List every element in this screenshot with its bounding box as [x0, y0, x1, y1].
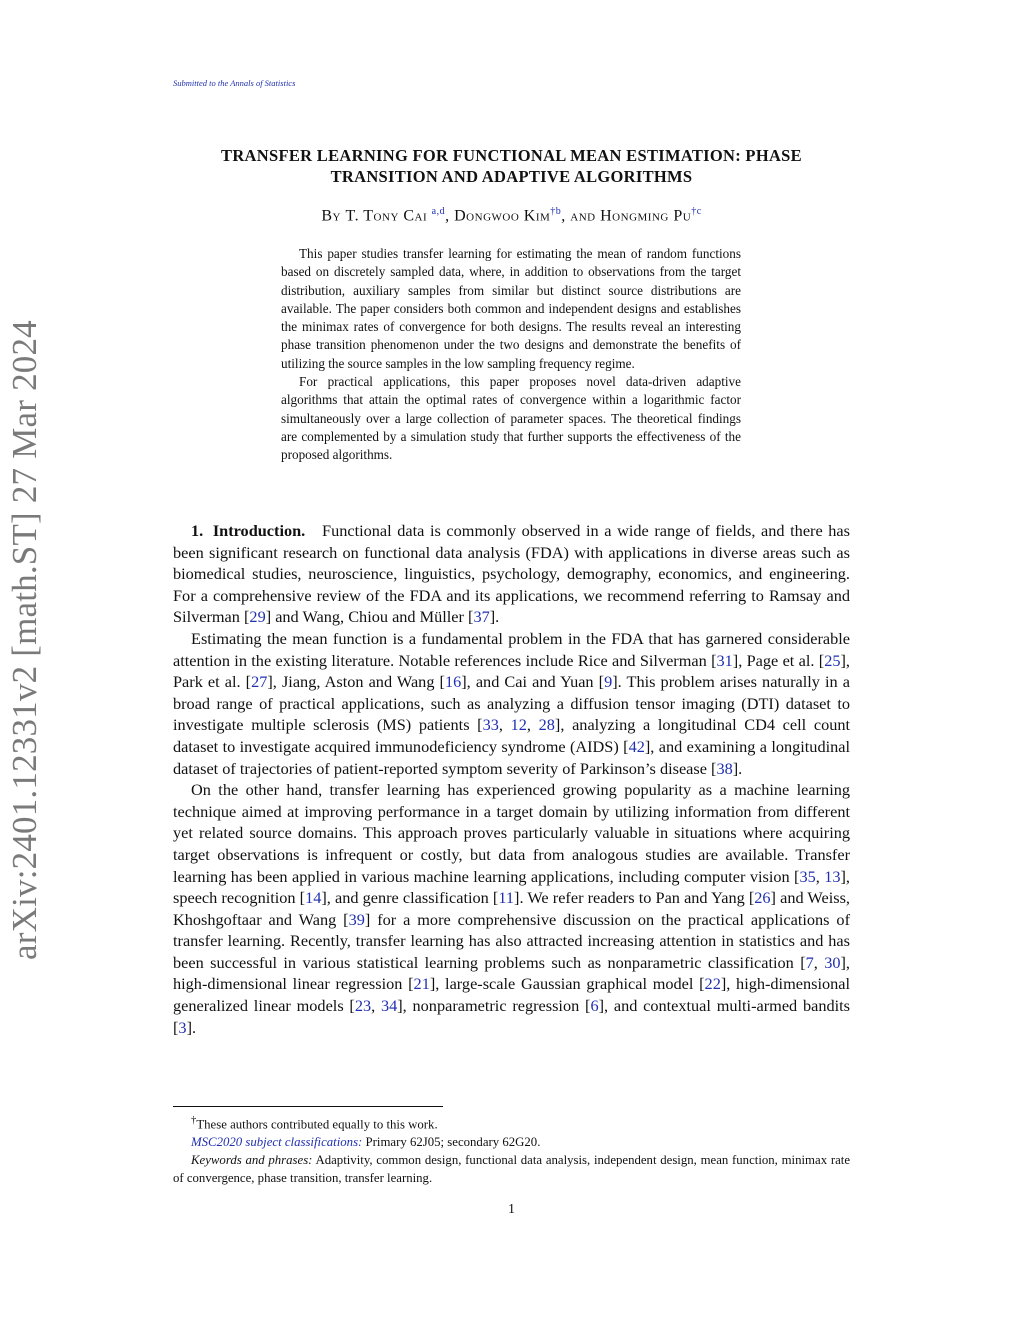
citation-link[interactable]: 34 [380, 996, 398, 1016]
citation-link[interactable]: 31 [716, 650, 733, 670]
running-head[interactable]: Submitted to the Annals of Statistics [173, 78, 296, 88]
intro-paragraph-3 [173, 779, 850, 1038]
intro-text: ], Page et al. [ [732, 650, 825, 670]
introduction-section [173, 520, 850, 1038]
citation-separator: , [813, 952, 825, 972]
intro-text: ], nonparametric regression [ [397, 996, 591, 1016]
citation-link[interactable]: 6 [590, 996, 599, 1016]
paper-title: TRANSFER LEARNING FOR FUNCTIONAL MEAN ESTIMATION: PHASE TRANSITION AND ADAPTIVE ALGORITHMS [221, 146, 802, 186]
keywords-label: Keywords and phrases: [191, 1153, 313, 1168]
footnote-text: These authors contributed equally to this work. [196, 1117, 438, 1132]
author-sep-2: , and [561, 207, 596, 225]
intro-text: ], analyzing a longitudinal CD4 cell count dataset to investigate acquired immunodeficiency syndrome (AIDS) [ [173, 715, 851, 756]
citation-link[interactable]: 14 [305, 888, 322, 908]
citation-link[interactable]: 33 [482, 715, 499, 735]
intro-text: Functional data is commonly observed in a wide range of fields, and there has been significant research on functional data analysis (FDA) with applications in diverse areas such as biomedical studies, neuroscience, linguistics, psychology, demography, economics, and engineering. For a comprehensive review of the FDA and its applications, we recommend referring to Ramsay and Silverman [ [173, 521, 850, 627]
page-number: 1 [508, 1202, 515, 1217]
citation-link[interactable]: 35 [799, 866, 816, 886]
intro-text: ]. We refer readers to Pan and Yang [ [514, 888, 755, 908]
by-label: By [321, 207, 341, 225]
citation-link[interactable]: 39 [348, 909, 365, 929]
citation-link[interactable]: 27 [251, 672, 268, 692]
intro-text: ], large-scale Gaussian graphical model [ [429, 974, 705, 994]
abstract-paragraph-2: For practical applications, this paper proposes novel data-driven adaptive algorithms that attain the optimal rates of convergence within a logarithmic factor simultaneously over a large collection of parameter spaces. The theoretical findings are complemented by a simulation study that further supports the effectiveness of the proposed algorithms. [281, 374, 741, 463]
intro-text: ], and examining a longitudinal dataset of trajectories of patient-reported symptom severity of Parkinson’s disease [ [173, 736, 851, 778]
intro-text: On the other hand, transfer learning has experienced growing popularity as a machine learning technique aimed at improving performance in a target domain by utilizing information from different yet related source domains. This approach proves particularly valuable in situations where acquiring target observations is infrequent or costly, but data from analogous studies are available. Transfer learning has been applied in various machine learning applications, including computer vision [ [173, 780, 850, 886]
intro-text: ], Park et al. [ [173, 650, 850, 692]
section-number: 1. [191, 521, 204, 540]
citation-link[interactable]: 28 [538, 715, 555, 735]
abstract [281, 245, 741, 465]
intro-text: ]. [732, 758, 743, 778]
citation-separator: , [526, 715, 539, 735]
intro-text: ] and Weiss, Khoshgoftaar and Wang [ [173, 888, 850, 929]
citation-link[interactable]: 37 [473, 607, 490, 627]
author-3-affil[interactable]: †c [691, 206, 702, 217]
author-2-affil[interactable]: †b [550, 206, 562, 217]
footnotes [173, 1112, 850, 1187]
intro-text: ], high-dimensional linear regression [ [173, 952, 850, 994]
intro-text: ], and genre classification [ [321, 888, 499, 908]
citation-link[interactable]: 16 [444, 672, 462, 692]
citation-link[interactable]: 30 [824, 952, 841, 972]
citation-link[interactable]: 11 [498, 888, 515, 908]
author-1-affil[interactable]: a,d [431, 206, 446, 217]
author-1: T. Tony Cai [345, 207, 428, 225]
intro-text: Estimating the mean function is a fundamental problem in the FDA that has garnered considerable attention in the existing literature. Notable references include Rice and Silverman [ [173, 628, 850, 670]
footnote-rule [173, 1106, 443, 1107]
citation-link[interactable]: 7 [805, 952, 814, 972]
arxiv-stamp-text: arXiv:2401.12331v2 [math.ST] 27 Mar 2024 [5, 320, 44, 960]
keywords-value: Adaptivity, common design, functional data analysis, independent design, mean function, minimax rate of convergence, phase transition, transfer learning. [173, 1153, 850, 1186]
citation-separator: , [815, 866, 825, 886]
intro-text: ]. This problem arises naturally in a broad range of practical applications, such as analyzing a diffusion tensor imaging (DTI) dataset to investigate multiple sclerosis (MS) patients [ [173, 672, 850, 735]
author-line [173, 206, 850, 225]
abstract-paragraph-1: This paper studies transfer learning for estimating the mean of random functions based on discretely sampled data, where, in addition to observations from the target distribution, auxiliary samples from similar but distinct source distributions are available. The paper considers both common and independent designs and establishes the minimax rates of convergence for both designs. The results reveal an interesting phase transition phenomenon under the two designs and demonstrate the benefits of utilizing the source samples in the low sampling frequency regime. [281, 246, 741, 371]
citation-link[interactable]: 9 [604, 672, 613, 692]
intro-text: ], and Cai and Yuan [ [461, 672, 605, 692]
dagger-mark: † [191, 1115, 197, 1126]
msc-link[interactable]: MSC2020 subject classifications: [191, 1135, 363, 1150]
footnote-equal-contribution [173, 1112, 850, 1133]
citation-link[interactable]: 25 [824, 650, 841, 670]
intro-text: ] and Wang, Chiou and Müller [ [265, 607, 474, 627]
intro-text: ], and contextual multi-armed bandits [ [173, 996, 850, 1037]
citation-link[interactable]: 12 [510, 715, 527, 735]
citation-separator: , [371, 996, 381, 1016]
msc-value: Primary 62J05; secondary 62G20. [362, 1135, 541, 1150]
intro-text: ], Jiang, Aston and Wang [ [267, 672, 445, 692]
citation-link[interactable]: 21 [413, 974, 430, 994]
citation-link[interactable]: 38 [716, 758, 733, 778]
intro-paragraph-1 [173, 520, 850, 628]
citation-separator: , [498, 715, 511, 735]
intro-text: ], high-dimensional generalized linear models [ [173, 974, 851, 1016]
citation-link[interactable]: 13 [824, 866, 841, 886]
section-title: Introduction. [212, 521, 306, 540]
author-2: Dongwoo Kim [454, 207, 551, 225]
citation-link[interactable]: 29 [249, 607, 266, 627]
author-sep-1: , [445, 207, 450, 225]
citation-link[interactable]: 3 [178, 1017, 187, 1037]
intro-text: ] for a more comprehensive discussion on the practical applications of transfer learning. Recently, transfer learning has also attracted increasing attention in statistics and has been successful in various statistical learning problems such as nonparametric classification [ [173, 909, 850, 972]
intro-paragraph-2 [173, 628, 850, 779]
footnote-msc [173, 1133, 850, 1151]
citation-link[interactable]: 42 [628, 736, 645, 756]
intro-text: ]. [489, 607, 500, 627]
intro-text: ]. [186, 1017, 197, 1037]
citation-link[interactable]: 22 [704, 974, 721, 994]
author-3: Hongming Pu [600, 207, 692, 225]
footnote-keywords [173, 1151, 850, 1187]
intro-text: ], speech recognition [ [173, 866, 850, 908]
citation-link[interactable]: 26 [754, 888, 771, 908]
citation-link[interactable]: 23 [354, 996, 372, 1016]
